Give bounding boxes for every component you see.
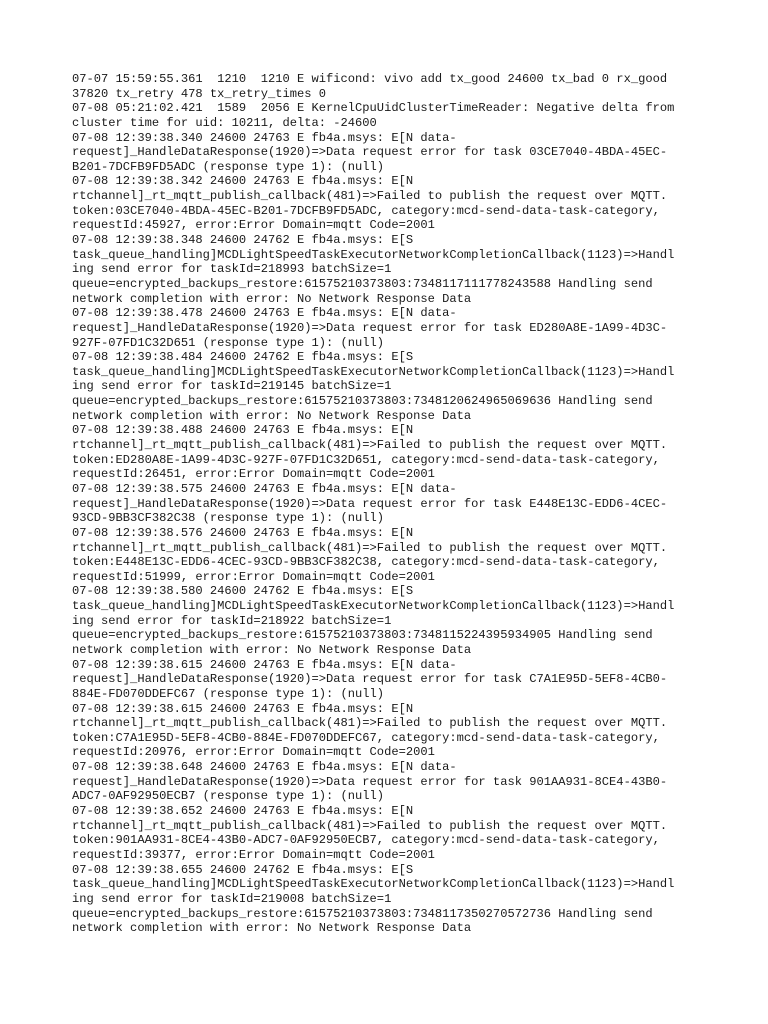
log-line: cluster time for uid: 10211, delta: -24600 xyxy=(72,115,377,130)
log-line: 07-08 12:39:38.478 24600 24763 E fb4a.msys: E[N data- xyxy=(72,306,457,321)
log-line: 07-08 12:39:38.655 24600 24762 E fb4a.msys: E[S xyxy=(72,862,414,877)
log-line: token:03CE7040-4BDA-45EC-B201-7DCFB9FD5ADC, category:mcd-send-data-task-category, xyxy=(72,203,660,218)
log-line: queue=encrypted_backups_restore:61575210373803:7348115224395934905 Handling send xyxy=(72,628,653,643)
log-line: 07-08 12:39:38.615 24600 24763 E fb4a.msys: E[N data- xyxy=(72,657,457,672)
log-line: B201-7DCFB9FD5ADC (response type 1): (null) xyxy=(72,159,385,174)
log-line: requestId:20976, error:Error Domain=mqtt Code=2001 xyxy=(72,745,435,760)
log-line: rtchannel]_rt_mqtt_publish_callback(481)=>Failed to publish the request over MQTT. xyxy=(72,818,668,833)
log-line: ing send error for taskId=218993 batchSize=1 xyxy=(72,262,392,277)
log-line: 07-08 12:39:38.652 24600 24763 E fb4a.msys: E[N xyxy=(72,804,414,819)
log-line: rtchannel]_rt_mqtt_publish_callback(481)=>Failed to publish the request over MQTT. xyxy=(72,540,668,555)
log-line: ing send error for taskId=219145 batchSize=1 xyxy=(72,379,392,394)
log-line: task_queue_handling]MCDLightSpeedTaskExecutorNetworkCompletionCallback(1123)=>Handl xyxy=(72,364,675,379)
log-line: 07-08 12:39:38.340 24600 24763 E fb4a.msys: E[N data- xyxy=(72,130,457,145)
log-line: 927F-07FD1C32D651 (response type 1): (null) xyxy=(72,335,385,350)
log-line: request]_HandleDataResponse(1920)=>Data request error for task C7A1E95D-5EF8-4CB0- xyxy=(72,672,668,687)
log-line: 07-08 12:39:38.342 24600 24763 E fb4a.msys: E[N xyxy=(72,174,414,189)
log-line: 07-08 12:39:38.484 24600 24762 E fb4a.msys: E[S xyxy=(72,350,414,365)
log-line: token:C7A1E95D-5EF8-4CB0-884E-FD070DDEFC67, category:mcd-send-data-task-category, xyxy=(72,730,660,745)
log-line: token:ED280A8E-1A99-4D3C-927F-07FD1C32D651, category:mcd-send-data-task-category, xyxy=(72,452,660,467)
log-line: 93CD-9BB3CF382C38 (response type 1): (null) xyxy=(72,511,385,526)
log-line: requestId:26451, error:Error Domain=mqtt Code=2001 xyxy=(72,467,435,482)
log-line: 07-08 05:21:02.421 1589 2056 E KernelCpuUidClusterTimeReader: Negative delta from xyxy=(72,101,675,116)
log-line: requestId:39377, error:Error Domain=mqtt Code=2001 xyxy=(72,847,435,862)
log-line: token:E448E13C-EDD6-4CEC-93CD-9BB3CF382C38, category:mcd-send-data-task-category, xyxy=(72,555,660,570)
log-line: 07-08 12:39:38.488 24600 24763 E fb4a.msys: E[N xyxy=(72,423,414,438)
log-line: 07-08 12:39:38.348 24600 24762 E fb4a.msys: E[S xyxy=(72,233,414,248)
log-line: task_queue_handling]MCDLightSpeedTaskExecutorNetworkCompletionCallback(1123)=>Handl xyxy=(72,599,675,614)
log-line: ing send error for taskId=218922 batchSize=1 xyxy=(72,613,392,628)
log-line: rtchannel]_rt_mqtt_publish_callback(481)=>Failed to publish the request over MQTT. xyxy=(72,438,668,453)
log-line: 07-08 12:39:38.575 24600 24763 E fb4a.msys: E[N data- xyxy=(72,481,457,496)
log-line: token:901AA931-8CE4-43B0-ADC7-0AF92950ECB7, category:mcd-send-data-task-category, xyxy=(72,833,660,848)
log-line: 37820 tx_retry 478 tx_retry_times 0 xyxy=(72,86,327,101)
log-line: request]_HandleDataResponse(1920)=>Data request error for task 901AA931-8CE4-43B0- xyxy=(72,774,668,789)
log-line: ing send error for taskId=219008 batchSize=1 xyxy=(72,891,392,906)
log-line: network completion with error: No Network Response Data xyxy=(72,291,472,306)
log-line: network completion with error: No Network Response Data xyxy=(72,408,472,423)
log-line: 07-08 12:39:38.648 24600 24763 E fb4a.msys: E[N data- xyxy=(72,760,457,775)
log-line: 07-08 12:39:38.615 24600 24763 E fb4a.msys: E[N xyxy=(72,701,414,716)
log-line: 07-08 12:39:38.580 24600 24762 E fb4a.msys: E[S xyxy=(72,584,414,599)
log-line: task_queue_handling]MCDLightSpeedTaskExecutorNetworkCompletionCallback(1123)=>Handl xyxy=(72,877,675,892)
log-line: request]_HandleDataResponse(1920)=>Data request error for task ED280A8E-1A99-4D3C- xyxy=(72,320,668,335)
log-text-block xyxy=(72,72,712,936)
log-line: ADC7-0AF92950ECB7 (response type 1): (null) xyxy=(72,789,385,804)
log-line: 07-07 15:59:55.361 1210 1210 E wificond: vivo add tx_good 24600 tx_bad 0 rx_good xyxy=(72,72,668,86)
log-line: request]_HandleDataResponse(1920)=>Data request error for task E448E13C-EDD6-4CEC- xyxy=(72,496,668,511)
log-line: queue=encrypted_backups_restore:61575210373803:7348117350270572736 Handling send xyxy=(72,906,653,921)
log-line: queue=encrypted_backups_restore:61575210373803:7348120624965069636 Handling send xyxy=(72,394,653,409)
log-line: task_queue_handling]MCDLightSpeedTaskExecutorNetworkCompletionCallback(1123)=>Handl xyxy=(72,247,675,262)
log-line: 884E-FD070DDEFC67 (response type 1): (null) xyxy=(72,686,385,701)
log-line: requestId:45927, error:Error Domain=mqtt Code=2001 xyxy=(72,218,435,233)
log-line: queue=encrypted_backups_restore:61575210373803:7348117111778243588 Handling send xyxy=(72,276,653,291)
log-line: request]_HandleDataResponse(1920)=>Data request error for task 03CE7040-4BDA-45EC- xyxy=(72,145,668,160)
log-line: network completion with error: No Network Response Data xyxy=(72,921,472,936)
log-line: 07-08 12:39:38.576 24600 24763 E fb4a.msys: E[N xyxy=(72,525,414,540)
log-line: requestId:51999, error:Error Domain=mqtt Code=2001 xyxy=(72,569,435,584)
log-line: network completion with error: No Network Response Data xyxy=(72,642,472,657)
log-line: rtchannel]_rt_mqtt_publish_callback(481)=>Failed to publish the request over MQTT. xyxy=(72,716,668,731)
log-line: rtchannel]_rt_mqtt_publish_callback(481)=>Failed to publish the request over MQTT. xyxy=(72,189,668,204)
